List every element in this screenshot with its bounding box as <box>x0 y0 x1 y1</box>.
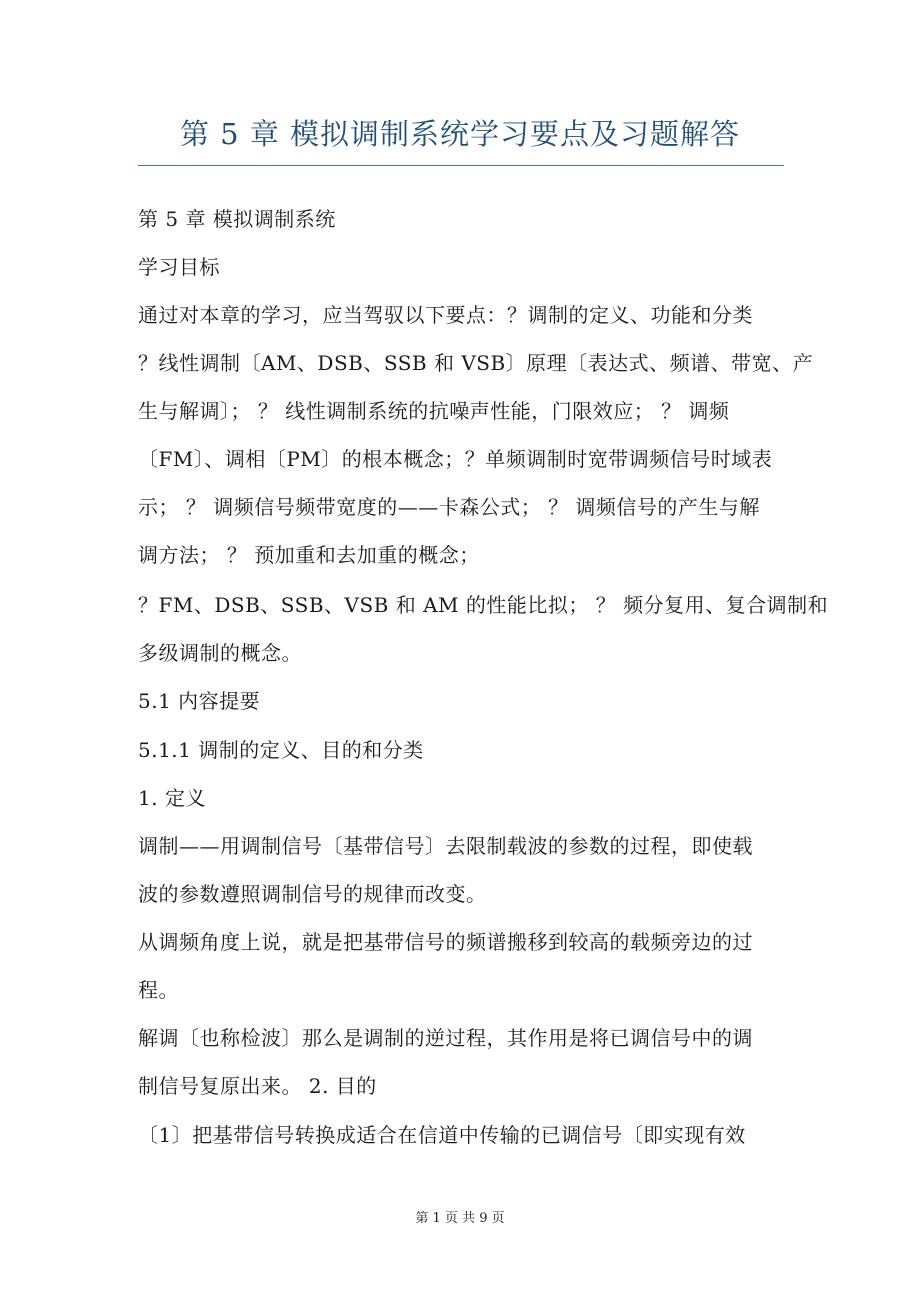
subsection-heading: 5.1.1 调制的定义、目的和分类 <box>138 738 424 762</box>
text-line: 示； ？ 调频信号频带宽度的——卡森公式； ？ 调频信号的产生与解 <box>138 495 760 519</box>
text-line: 第 5 章 模拟调制系统 <box>138 207 336 231</box>
text-line: 波的参数遵照调制信号的规律而改变。 <box>138 882 487 906</box>
text-line: ？线性调制〔AM、DSB、SSB 和 VSB〕原理〔表达式、频谱、带宽、产 <box>138 351 814 375</box>
text-line: 调制——用调制信号〔基带信号〕去限制载波的参数的过程，即使载 <box>138 834 753 858</box>
text-line: 多级调制的概念。 <box>138 641 302 665</box>
text-line: 通过对本章的学习，应当驾驭以下要点：？调制的定义、功能和分类 <box>138 303 753 327</box>
text-line: 生与解调〕； ？ 线性调制系统的抗噪声性能，门限效应； ？ 调频 <box>138 399 730 423</box>
text-line: 从调频角度上说，就是把基带信号的频谱搬移到较高的载频旁边的过 <box>138 930 753 954</box>
document-title: 第 5 章 模拟调制系统学习要点及习题解答 <box>179 117 741 151</box>
text-line: 解调〔也称检波〕那么是调制的逆过程，其作用是将已调信号中的调 <box>138 1026 753 1050</box>
text-line: 程。 <box>138 978 179 1002</box>
text-line: 学习目标 <box>138 255 220 279</box>
text-line: 调方法； ？ 预加重和去加重的概念； <box>138 543 480 567</box>
section-heading: 5.1 内容提要 <box>138 689 261 713</box>
text-line: 制信号复原出来。 2. 目的 <box>138 1074 377 1098</box>
text-line: 〔FM〕、调相〔PM〕的根本概念；？单频调制时宽带调频信号时域表 <box>138 447 773 471</box>
text-line: ？FM、DSB、SSB、VSB 和 AM 的性能比拟； ？ 频分复用、复合调制和 <box>138 593 829 617</box>
title-underline <box>138 165 784 166</box>
page-footer: 第 1 页 共 9 页 <box>415 1211 505 1226</box>
text-line: 〔1〕把基带信号转换成适合在信道中传输的已调信号〔即实现有效 <box>138 1123 746 1147</box>
item-heading: 1. 定义 <box>138 786 206 810</box>
